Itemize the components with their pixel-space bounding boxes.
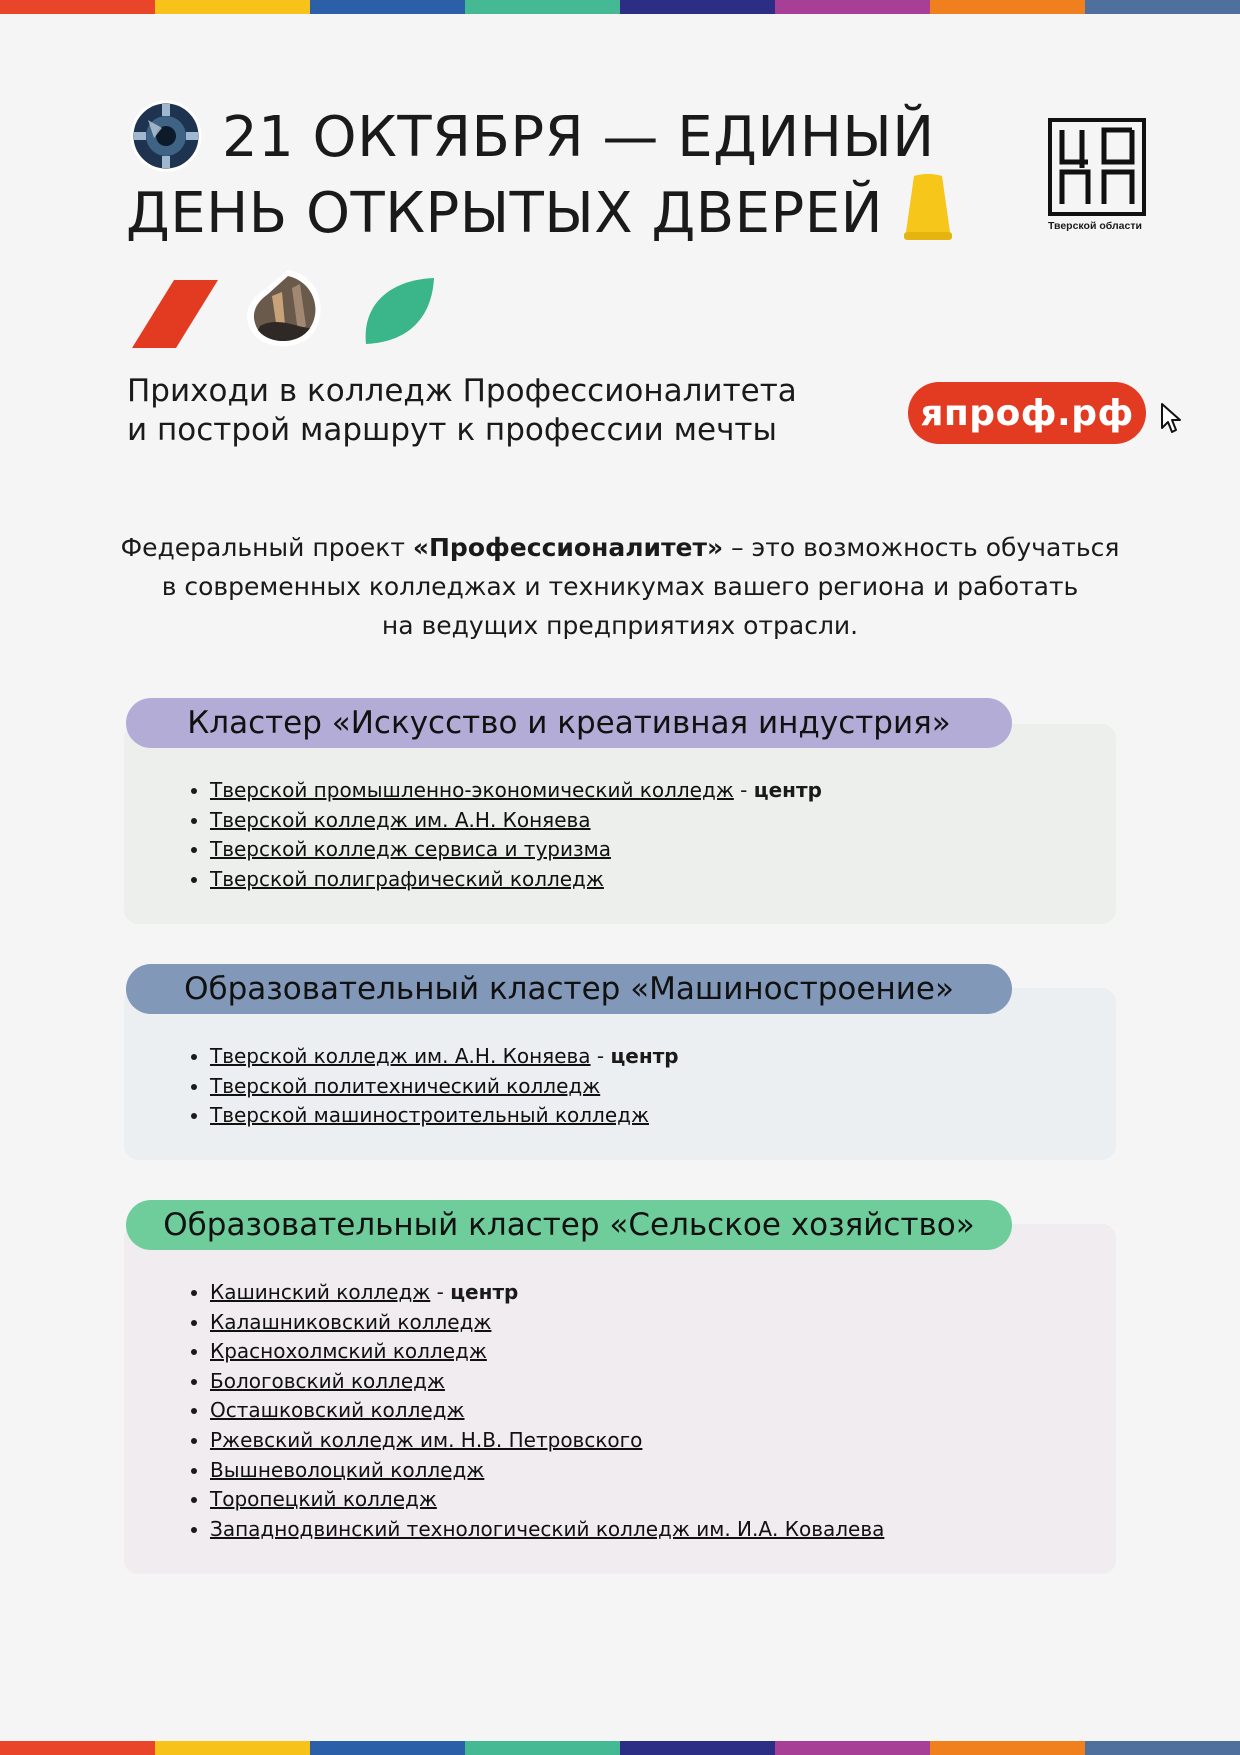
center-separator: - [430,1280,451,1304]
college-link[interactable]: Кашинский колледж [210,1280,431,1304]
college-link[interactable]: Тверской колледж им. А.Н. Коняева [210,1044,591,1068]
cluster-title: Образовательный кластер «Машиностроение» [126,964,1012,1014]
list-item [210,1367,884,1397]
college-link[interactable]: Тверской политехнический колледж [210,1073,601,1098]
college-link[interactable]: Бологовский колледж [210,1368,445,1393]
slash-shape [130,280,220,348]
college-list [182,1042,679,1131]
list-item [210,1485,884,1515]
center-separator: - [590,1044,611,1068]
list-item [210,1396,884,1426]
college-link[interactable]: Ржевский колледж им. Н.В. Петровского [210,1427,643,1452]
cone-icon [900,172,956,244]
list-item [210,865,822,895]
college-link[interactable]: Тверской промышленно-экономический колледж [210,778,734,802]
intro-text-1: Федеральный проект [120,533,413,562]
college-link[interactable]: Тверской колледж им. А.Н. Коняева [210,807,591,832]
drop-photo-shape [238,266,328,350]
center-separator: - [733,778,754,802]
list-item [210,1337,884,1367]
top-color-stripe [0,0,1240,14]
cluster-title: Кластер «Искусство и креативная индустрия» [126,698,1012,748]
college-link[interactable]: Вышневолоцкий колледж [210,1457,485,1482]
logo [1048,118,1152,232]
college-link[interactable]: Торопецкий колледж [210,1487,437,1512]
cluster-title: Образовательный кластер «Сельское хозяйство» [126,1200,1012,1250]
list-item [210,1456,884,1486]
college-link[interactable]: Тверской полиграфический колледж [210,866,604,891]
list-item [210,1308,884,1338]
list-item [210,806,822,836]
intro-text-2: – это возможность обучаться [723,533,1120,562]
college-link[interactable]: Осташковский колледж [210,1398,465,1423]
list-item [210,1042,679,1072]
page-title [126,100,1006,252]
college-list [182,1278,884,1544]
list-item [210,1426,884,1456]
intro-paragraph [110,528,1130,645]
cursor-icon [1160,402,1184,434]
intro-line-2: в современных колледжах и техникумах вашего региона и работать [161,572,1079,601]
college-link[interactable]: Краснохолмский колледж [210,1339,487,1364]
list-item [210,835,822,865]
logo-caption: Тверской области [1048,220,1142,232]
list-item [210,1072,679,1102]
college-link[interactable]: Калашниковский колледж [210,1309,492,1334]
college-link[interactable]: Тверской колледж сервиса и туризма [210,837,611,862]
subtitle [127,372,887,450]
college-link[interactable]: Тверской машиностроительный колледж [210,1103,649,1128]
intro-line-3: на ведущих предприятиях отрасли. [381,611,859,640]
center-tag: центр [450,1280,519,1304]
center-tag: центр [753,778,822,802]
college-link[interactable]: Западнодвинский технологический колледж им. И.А. Ковалева [210,1516,885,1541]
site-link-button[interactable]: япроф.рф [908,382,1146,444]
list-item [210,776,822,806]
subtitle-line-2: и построй маршрут к профессии мечты [127,412,777,448]
title-line-1: 21 ОКТЯБРЯ — ЕДИНЫЙ [222,105,935,170]
leaf-shape [360,276,436,346]
intro-line-1 [110,528,1130,567]
bottom-color-stripe [0,1741,1240,1755]
subtitle-line-1: Приходи в колледж Профессионалитета [127,373,797,409]
title-line-2: ДЕНЬ ОТКРЫТЫХ ДВЕРЕЙ [126,181,884,246]
list-item [210,1278,884,1308]
list-item [210,1515,884,1545]
college-list [182,776,822,894]
intro-project-name: «Профессионалитет» [412,533,724,562]
list-item [210,1101,679,1131]
logo-mark [1048,118,1146,216]
center-tag: центр [610,1044,679,1068]
